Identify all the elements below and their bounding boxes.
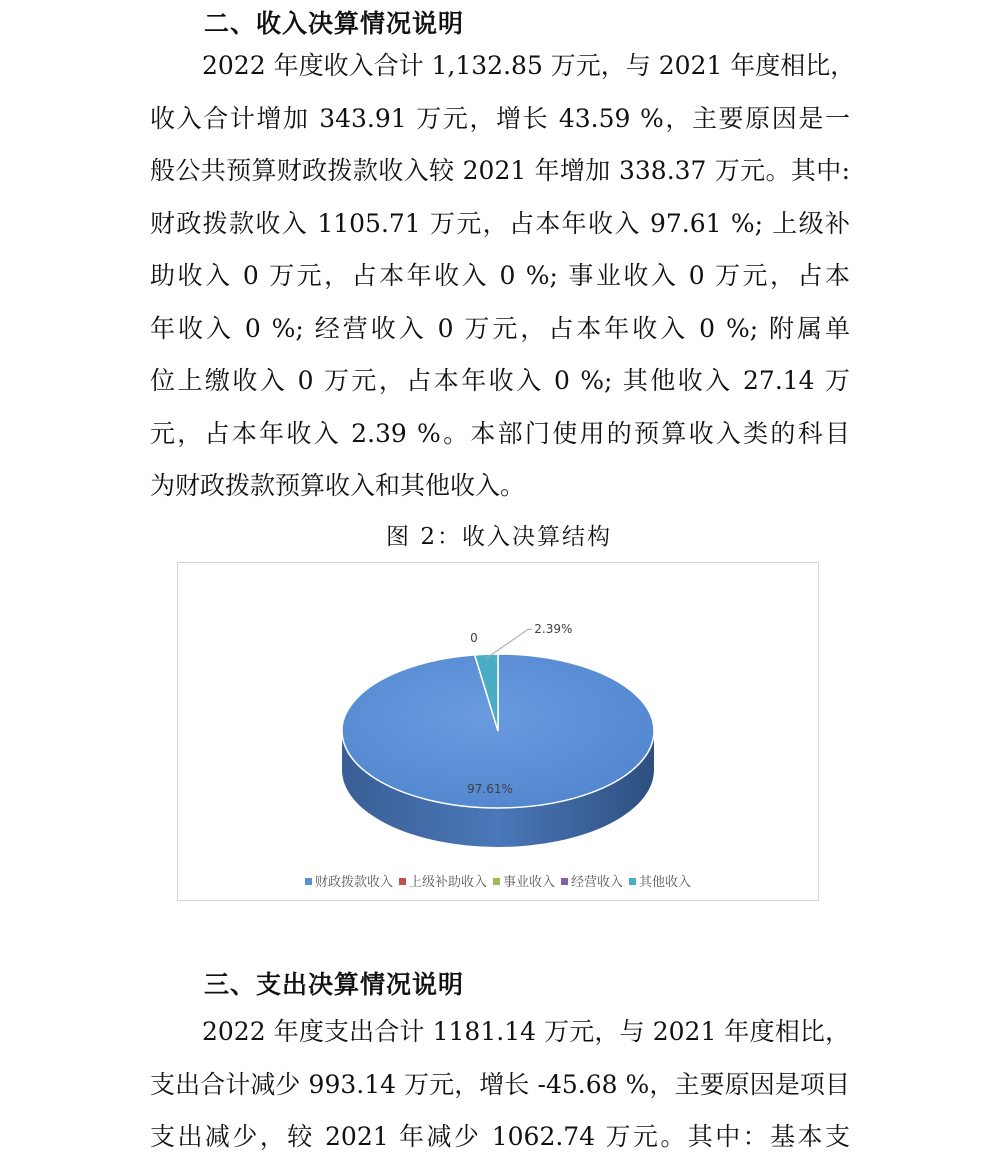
data-label-zero: 0 [470,631,478,645]
legend-item [561,871,623,890]
income-structure-chart [177,562,819,901]
paragraph-line: 支出合计减少 993.14 万元，增长 -45.68 %，主要原因是项目 [150,1069,850,1099]
legend-swatch [399,878,406,885]
pie-chart [178,563,818,900]
legend-label: 财政拨款收入 [314,875,393,890]
paragraph-line: 般公共预算财政拨款收入较 2021 年增加 338.37 万元。其中: [150,156,850,185]
paragraph-line: 助收入 0 万元，占本年收入 0 %; 事业收入 0 万元，占本 [150,261,850,290]
paragraph-line: 收入合计增加 343.91 万元，增长 43.59 %，主要原因是一 [150,103,850,133]
section-heading-expenditure: 三、支出决算情况说明 [204,970,465,999]
legend-label: 事业收入 [502,875,555,890]
legend-label: 上级补助收入 [408,875,487,890]
chart-legend [178,871,818,890]
paragraph-line: 年收入 0 %; 经营收入 0 万元，占本年收入 0 %; 附属单 [150,313,850,343]
paragraph-line: 财政拨款收入 1105.71 万元，占本年收入 97.61 %; 上级补 [150,208,850,238]
legend-item [399,871,487,890]
paragraph-line: 2022 年度收入合计 1,132.85 万元，与 2021 年度相比， [202,51,856,80]
legend-item [305,871,393,890]
data-label-main: 97.61% [467,782,513,796]
paragraph-line: 位上缴收入 0 万元，占本年收入 0 %; 其他收入 27.14 万 [150,366,850,395]
income-paragraph [150,40,856,513]
legend-label: 其他收入 [639,875,692,890]
section-heading-income: 二、收入决算情况说明 [204,9,465,38]
legend-swatch [561,878,568,885]
legend-swatch [493,878,500,885]
paragraph-line: 2022 年度支出合计 1181.14 万元，与 2021 年度相比， [202,1017,850,1046]
legend-swatch [629,878,636,885]
paragraph-line: 元，占本年收入 2.39 %。本部门使用的预算收入类的科目 [150,418,850,448]
figure-caption: 图 2：收入决算结构 [386,524,612,550]
legend-item [493,871,555,890]
legend-swatch [305,878,312,885]
legend-label: 经营收入 [571,875,624,890]
legend-item [629,871,691,890]
expenditure-paragraph [150,1006,850,1164]
paragraph-line: 为财政拨款预算收入和其他收入。 [150,471,526,500]
paragraph-line: 支出减少，较 2021 年减少 1062.74 万元。其中：基本支 [150,1122,850,1151]
data-label-small: 2.39% [534,622,573,637]
